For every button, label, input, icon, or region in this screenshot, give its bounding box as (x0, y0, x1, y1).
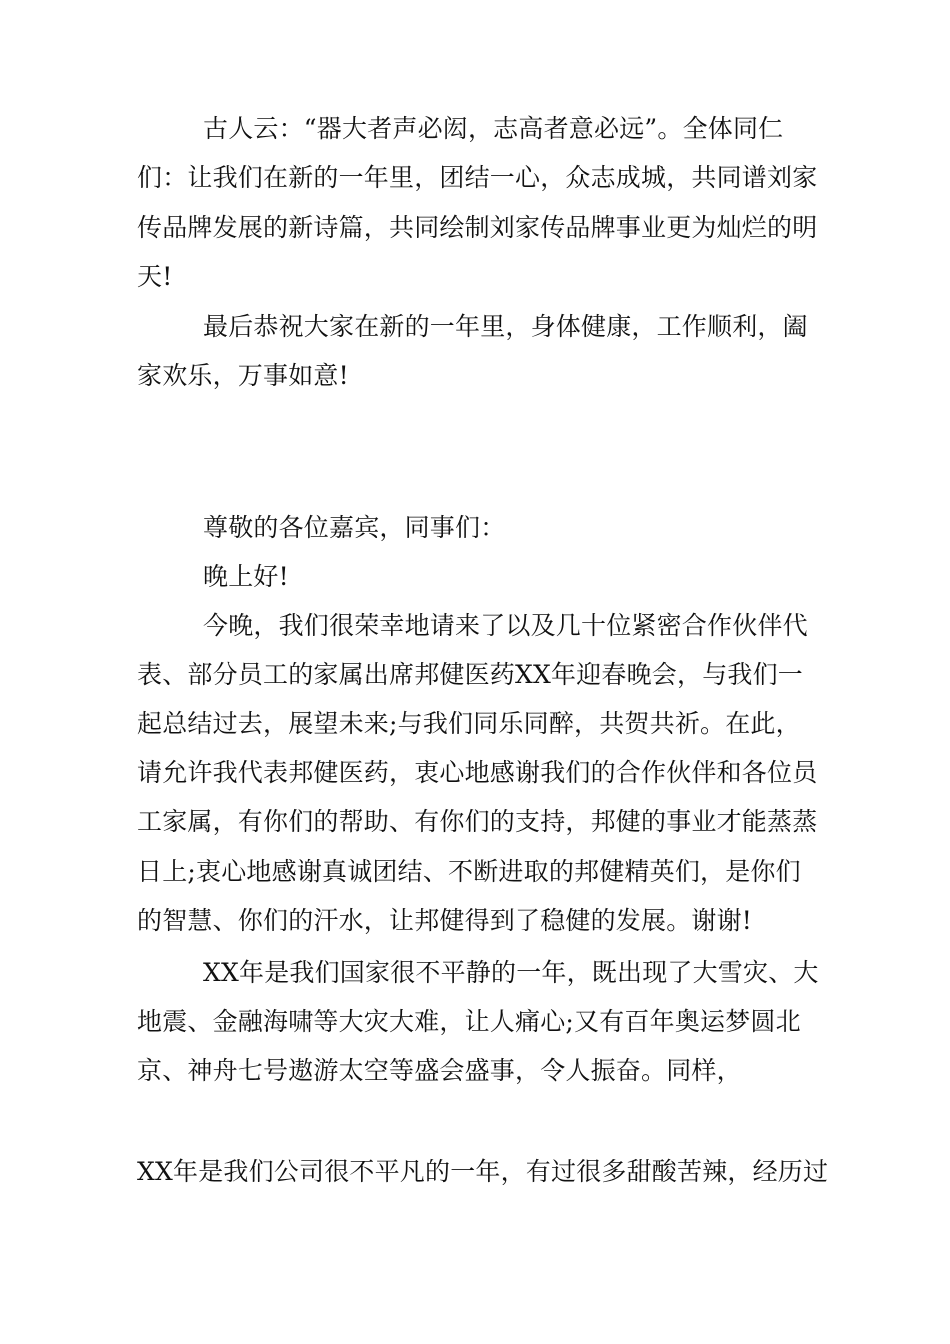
paragraph-line: 传品牌发展的新诗篇，共同绘制刘家传品牌事业更为灿烂的明 (137, 213, 818, 242)
paragraph-line: 表、部分员工的家属出席邦健医药XX年迎春晚会，与我们一 (137, 660, 803, 689)
paragraph-line: XX年是我们公司很不平凡的一年，有过很多甜酸苦辣，经历过 (137, 1157, 829, 1186)
paragraph-line: 天! (137, 262, 173, 291)
paragraph-line: 最后恭祝大家在新的一年里，身体健康，工作顺利，阖 (203, 312, 808, 341)
salutation: 尊敬的各位嘉宾，同事们： (203, 513, 506, 542)
paragraph-line: 古人云：“器大者声必闳，志高者意必远”。全体同仁 (203, 114, 784, 143)
paragraph-line: 起总结过去，展望未来;与我们同乐同醉，共贺共祈。在此， (137, 709, 801, 738)
paragraph-line: 今晚，我们很荣幸地请来了以及几十位紧密合作伙伴代 (203, 611, 808, 640)
paragraph-line: 京、神舟七号遨游太空等盛会盛事，令人振奋。同样， (137, 1056, 742, 1085)
paragraph-line: 地震、金融海啸等大灾大难，让人痛心;又有百年奥运梦圆北 (137, 1007, 801, 1036)
paragraph-line: 的智慧、你们的汗水，让邦健得到了稳健的发展。谢谢! (137, 906, 753, 935)
paragraph-line: 家欢乐，万事如意! (137, 361, 349, 390)
paragraph-line: 工家属，有你们的帮助、有你们的支持，邦健的事业才能蒸蒸 (137, 807, 818, 836)
paragraph-line: 请允许我代表邦健医药，衷心地感谢我们的合作伙伴和各位员 (137, 758, 818, 787)
paragraph-line: XX年是我们国家很不平静的一年，既出现了大雪灾、大 (203, 958, 819, 987)
greeting: 晚上好! (203, 562, 289, 591)
paragraph-line: 们：让我们在新的一年里，团结一心，众志成城，共同谱刘家 (137, 163, 818, 192)
paragraph-line: 日上;衷心地感谢真诚团结、不断进取的邦健精英们，是你们 (137, 857, 801, 886)
